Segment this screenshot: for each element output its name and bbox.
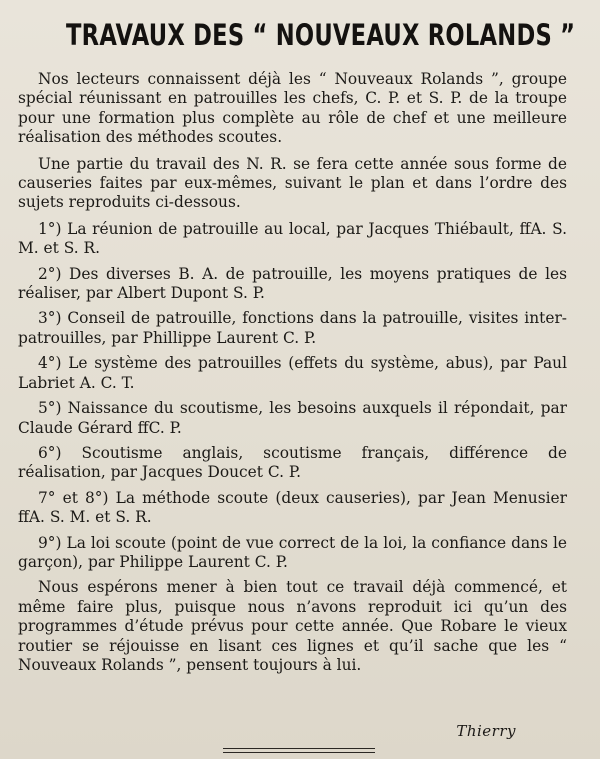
- signature: Thierry: [456, 722, 516, 740]
- intro-paragraph: Nos lecteurs connaissent déjà les “ Nouveaux Rolands ”, groupe spécial réunissant en patrouilles les chefs, C. P. et S. P. de la troupe pour une formation plus complète au rôle de chef et une meilleure réalisation des méthodes scoutes.: [18, 70, 567, 147]
- closing-paragraph: Nous espérons mener à bien tout ce travail déjà commencé, et même faire plus, puisque nous n’avons reproduit ici qu’un des programmes d’étude prévus pour cette année. Que Robare le vieux routier se réjouisse en lisant ces lignes et qu’il sache que les “ Nouveaux Rolands ”, pensent toujours à lui.: [18, 578, 567, 674]
- list-item: 5°) Naissance du scoutisme, les besoins auxquels il répondait, par Claude Gérard ffC. P.: [18, 399, 567, 437]
- list-item: 9°) La loi scoute (point de vue correct de la loi, la confiance dans le garçon), par Philippe Laurent C. P.: [18, 533, 567, 571]
- list-item: 2°) Des diverses B. A. de patrouille, les moyens pratiques de les réaliser, par Albert Dupont S. P.: [18, 264, 567, 303]
- plan-paragraph: Une partie du travail des N. R. se fera cette année sous forme de causeries faites par eux-mêmes, suivant le plan et dans l’ordre des sujets reproduits ci-dessous.: [18, 154, 567, 212]
- list-item: 1°) La réunion de patrouille au local, par Jacques Thiébault, ffA. S. M. et S. R.: [18, 219, 567, 258]
- list-item: 7° et 8°) La méthode scoute (deux causeries), par Jean Menusier ffA. S. M. et S. R.: [18, 488, 567, 527]
- list-item: 6°) Scoutisme anglais, scoutisme français, différence de réalisation, par Jacques Doucet C. P.: [18, 443, 567, 482]
- bottom-rule-upper: [223, 748, 375, 749]
- article-body: [18, 70, 567, 682]
- bottom-rule-lower: [223, 752, 375, 753]
- list-item: 3°) Conseil de patrouille, fonctions dans la patrouille, visites inter-patrouilles, par Phillippe Laurent C. P.: [18, 309, 567, 347]
- list-item: 4°) Le système des patrouilles (effets du système, abus), par Paul Labriet A. C. T.: [18, 354, 567, 392]
- article-title: TRAVAUX DES “ NOUVEAUX ROLANDS ”: [66, 18, 576, 52]
